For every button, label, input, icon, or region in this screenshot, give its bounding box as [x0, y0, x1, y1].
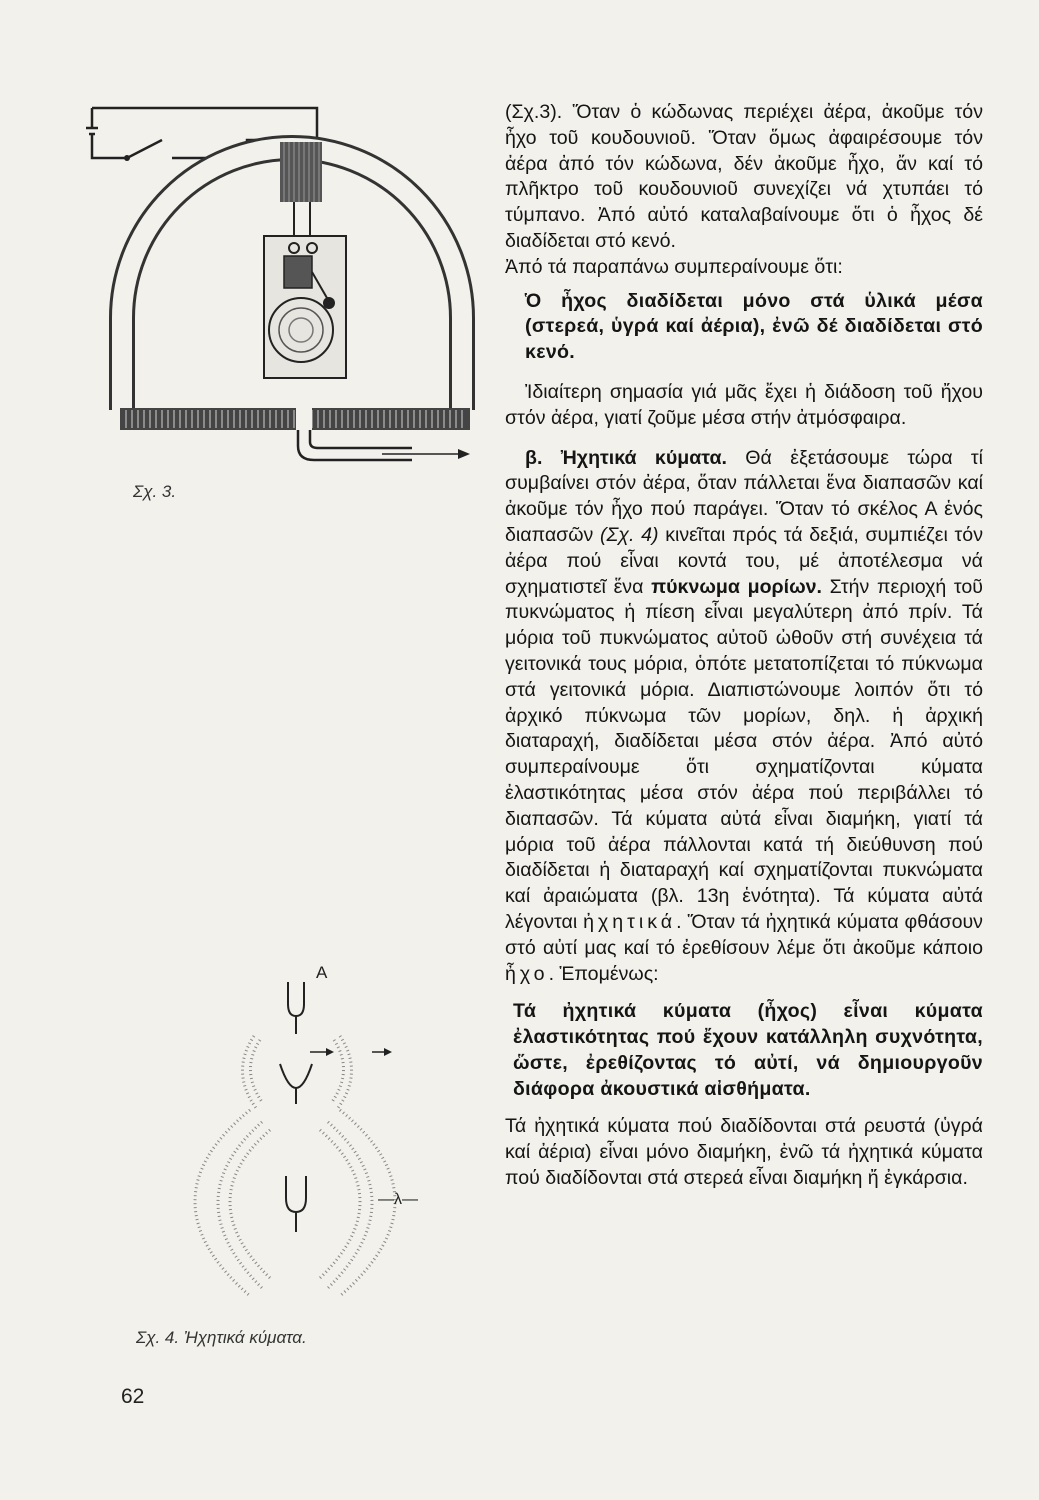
term-sound: ἦχο	[505, 962, 549, 985]
text-column	[505, 100, 983, 1192]
battery-symbol	[86, 108, 127, 158]
figure-4-caption: Σχ. 4. Ἠχητικά κύματα.	[136, 1328, 307, 1347]
switch-pivot	[124, 155, 130, 161]
term-acoustic: ἠχητικά	[583, 910, 677, 933]
term-compression: πύκνωμα μορίων.	[651, 575, 823, 598]
tuning-fork-bottom	[286, 1176, 306, 1212]
paragraph-1: (Σχ.3). Ὅταν ὁ κώδωνας περιέχει ἀέρα, ἀκοῦμε τόν ἦχο τοῦ κουδουνιοῦ. Ὅταν ὅμως ἀφαιρέσουμε τόν ἀέρα ἀπό τόν κώδωνα, δέν ἀκοῦμε ἦχο, ἄν καί τό πλῆκτρο τοῦ κουδουνιοῦ συνεχίζει νά χτυπάει τό τύμπανο. Ἀπό αὐτό καταλαβαίνουμε ὅτι ὁ ἦχος δέ διαδίδεται στό κενό.	[505, 101, 983, 252]
highlight-statement-2: Τά ἠχητικά κύματα (ἦχος) εἶναι κύματα ἐλαστικότητας πού ἔχουν κατάλληλη συχνότητα, ὥστε, ἐρεθίζοντας τό αὐτί, νά δημιουργοῦν διάφορα ἀκουστικά αἰσθήματα.	[513, 1000, 983, 1100]
pump-tube	[298, 430, 412, 460]
paragraph-4: β. Ἠχητικά κύματα. Θά ἐξετάσουμε τώρα τί συμβαίνει στόν ἀέρα, ὅταν πάλλεται ἕνα διαπασῶν καί ἀκοῦμε τόν ἦχο πού παράγει. Ὅταν τό σκέλος Α ἑνός διαπασῶν (Σχ. 4) κινεῖται πρός τά δεξιά, συμπιέζει τόν ἀέρα πού εἶναι κοντά του, μέ ἀποτέλεσμα νά σχηματιστεῖ ἕνα πύκνωμα μορίων. Στήν περιοχή τοῦ πυκνώματος ἡ πίεση εἶναι μεγαλύτερη ἀπό πρίν. Τά μόρια τοῦ πυκνώματος αὐτοῦ ὠθοῦν στή συνέχεια τά γειτονικά τους μόρια, ὁπότε μετατοπίζεται τό πύκνωμα στά γειτονικά μόρια. Διαπιστώνουμε λοιπόν ὅτι τό ἀρχικό πύκνωμα τῶν μορίων, δηλ. ἡ ἀρχική διαταραχή, διαδίδεται μέσα στόν ἀέρα. Ἀπό αὐτό συμπεραίνουμε ὅτι σχηματίζονται κύματα ἐλαστικότητας μέσα στόν ἀέρα πού περιβάλλει τό διαπασῶν. Τά κύματα αὐτά εἶναι διαμήκη, γιατί τά μόρια τοῦ ἀέρα πάλλονται κατά τή διεύθυνση πού διαδίδεται ἡ διαταραχή καί σχηματίζονται πυκνώματα καί ἀραιώματα (βλ. 13η ἑνότητα). Τά κύματα αὐτά λέγονται ἠχητικά. Ὅταν τά ἠχητικά κύματα φθάσουν στό αὐτί μας καί τό ἐρεθίσουν λέμε ὅτι ἀκοῦμε κάποιο ἦχο. Ἑπομένως:	[505, 446, 984, 985]
electromagnet	[284, 256, 312, 288]
tuning-fork-diagram	[150, 960, 480, 1300]
figure-3-caption: Σχ. 3.	[133, 482, 177, 501]
section-heading-sound-waves: β. Ἠχητικά κύματα.	[525, 446, 727, 469]
tuning-fork-middle	[280, 1064, 312, 1088]
label-A: A	[316, 963, 328, 982]
highlight-statement-1: Ὁ ἦχος διαδίδεται μόνο στά ὑλικά μέσα (στερεά, ὑγρά καί ἀέρια), ἐνῶ δέ διαδίδεται στό κενό.	[525, 289, 983, 364]
tuning-fork-top	[288, 982, 304, 1016]
figure-reference: (Σχ. 4)	[600, 523, 659, 546]
bell-jar-diagram	[82, 98, 492, 498]
figure-3-bell-jar	[82, 98, 492, 498]
base-plate	[120, 408, 470, 430]
compression-zones	[195, 1036, 395, 1296]
page-number: 62	[121, 1385, 145, 1408]
paragraph-5: Τά ἠχητικά κύματα πού διαδίδονται στά ρευστά (ὑγρά καί ἀέρια) εἶναι μόνο διαμήκη, ἐνῶ τά ἠχητικά κύματα πού διαδίδονται στά στερεά εἶναι διαμήκη ἤ ἐγκάρσια.	[505, 1115, 983, 1190]
label-lambda: —λ—	[378, 1191, 418, 1208]
figure-4-sound-waves	[150, 960, 480, 1300]
rubber-stopper	[280, 142, 322, 202]
paragraph-3: Ἰδιαίτερη σημασία γιά μᾶς ἔχει ἡ διάδοση τοῦ ἤχου στόν ἀέρα, γιατί ζοῦμε μέσα στήν ἀτμόσφαιρα.	[505, 380, 983, 429]
bell-clapper	[323, 297, 335, 309]
paragraph-2: Ἀπό τά παραπάνω συμπεραίνουμε ὅτι:	[505, 255, 843, 278]
switch-lever	[127, 140, 162, 158]
